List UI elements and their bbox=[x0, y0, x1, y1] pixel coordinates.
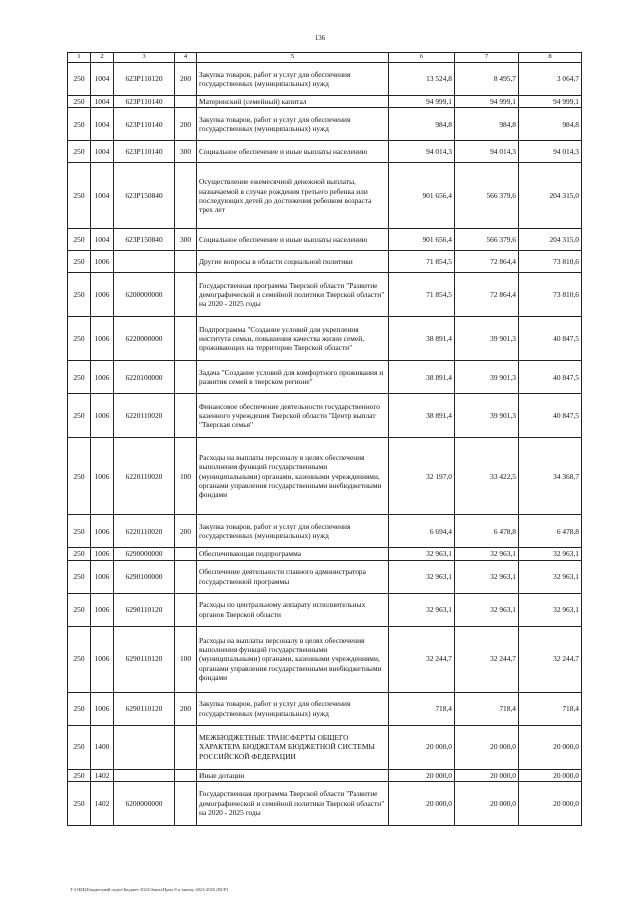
row-expense-type-cell: 300 bbox=[175, 229, 197, 251]
row-value-2023-cell: 20 000,0 bbox=[389, 725, 455, 769]
row-value-2023-cell: 32 963,1 bbox=[389, 560, 455, 593]
row-value-2025-cell: 20 000,0 bbox=[519, 725, 582, 769]
row-description-cell: Государственная программа Тверской области "Развитие демографической и семейной политики Тверской области" на 2020 - 2025 годы bbox=[197, 781, 389, 825]
row-section-cell: 1006 bbox=[91, 692, 114, 725]
row-expense-type-cell bbox=[175, 394, 197, 438]
row-description-cell: Задача "Создание условий для комфортного проживания и развития семей в тверском регионе" bbox=[197, 361, 389, 394]
row-description-cell: Социальное обеспечение и иные выплаты населению bbox=[197, 141, 389, 163]
row-section-cell: 1004 bbox=[91, 163, 114, 229]
row-value-2025-cell: 94 999,1 bbox=[519, 96, 582, 108]
row-expense-type-cell bbox=[175, 769, 197, 781]
row-description-cell: Иные дотации bbox=[197, 769, 389, 781]
row-value-2023-cell: 20 000,0 bbox=[389, 781, 455, 825]
row-description-cell: Материнский (семейный) капитал bbox=[197, 96, 389, 108]
row-expense-type-cell: 200 bbox=[175, 108, 197, 141]
row-value-2024-cell: 39 901,3 bbox=[455, 394, 519, 438]
row-value-2023-cell: 71 854,5 bbox=[389, 273, 455, 317]
row-code-cell: 250 bbox=[68, 725, 91, 769]
row-code-cell: 250 bbox=[68, 438, 91, 515]
row-value-2025-cell: 94 014,3 bbox=[519, 141, 582, 163]
row-target-article-cell: 623P150840 bbox=[114, 229, 175, 251]
table-row bbox=[68, 560, 582, 593]
row-value-2024-cell: 20 000,0 bbox=[455, 725, 519, 769]
row-code-cell: 250 bbox=[68, 251, 91, 273]
row-target-article-cell: 6290110120 bbox=[114, 626, 175, 692]
table-row bbox=[68, 781, 582, 825]
row-code-cell: 250 bbox=[68, 141, 91, 163]
row-target-article-cell bbox=[114, 251, 175, 273]
row-value-2025-cell: 40 847,5 bbox=[519, 361, 582, 394]
row-value-2025-cell: 32 963,1 bbox=[519, 593, 582, 626]
row-target-article-cell bbox=[114, 725, 175, 769]
row-code-cell: 250 bbox=[68, 593, 91, 626]
row-value-2023-cell: 718,4 bbox=[389, 692, 455, 725]
row-target-article-cell: 6220100000 bbox=[114, 361, 175, 394]
row-value-2025-cell: 204 315,0 bbox=[519, 163, 582, 229]
row-code-cell: 250 bbox=[68, 361, 91, 394]
row-target-article-cell: 623P150840 bbox=[114, 163, 175, 229]
table-row bbox=[68, 361, 582, 394]
row-value-2023-cell: 901 656,4 bbox=[389, 163, 455, 229]
table-row bbox=[68, 394, 582, 438]
row-description-cell: Социальное обеспечение и иные выплаты населению bbox=[197, 229, 389, 251]
row-code-cell: 250 bbox=[68, 781, 91, 825]
row-description-cell: Обеспечение деятельности главного администратора государственной программы bbox=[197, 560, 389, 593]
row-section-cell: 1006 bbox=[91, 593, 114, 626]
row-value-2023-cell: 32 244,7 bbox=[389, 626, 455, 692]
row-value-2024-cell: 32 963,1 bbox=[455, 548, 519, 560]
row-target-article-cell: 623P110140 bbox=[114, 141, 175, 163]
row-expense-type-cell bbox=[175, 560, 197, 593]
page-number: 136 bbox=[314, 34, 326, 42]
row-value-2025-cell: 20 000,0 bbox=[519, 769, 582, 781]
table-row bbox=[68, 63, 582, 96]
row-section-cell: 1004 bbox=[91, 108, 114, 141]
row-description-cell: Государственная программа Тверской области "Развитие демографической и семейной политики Тверской области" на 2020 - 2025 годы bbox=[197, 273, 389, 317]
row-section-cell: 1006 bbox=[91, 560, 114, 593]
row-section-cell: 1006 bbox=[91, 626, 114, 692]
row-section-cell: 1006 bbox=[91, 548, 114, 560]
row-value-2025-cell: 73 810,6 bbox=[519, 251, 582, 273]
column-number: 4 bbox=[175, 53, 197, 63]
row-value-2023-cell: 38 891,4 bbox=[389, 394, 455, 438]
row-value-2025-cell: 204 315,0 bbox=[519, 229, 582, 251]
row-value-2025-cell: 718,4 bbox=[519, 692, 582, 725]
row-target-article-cell: 6290110120 bbox=[114, 593, 175, 626]
column-number: 3 bbox=[114, 53, 175, 63]
row-value-2023-cell: 94 999,1 bbox=[389, 96, 455, 108]
row-value-2023-cell: 32 963,1 bbox=[389, 548, 455, 560]
table-row bbox=[68, 273, 582, 317]
table-row bbox=[68, 725, 582, 769]
row-value-2025-cell: 20 000,0 bbox=[519, 781, 582, 825]
column-number: 5 bbox=[197, 53, 389, 63]
table-row bbox=[68, 251, 582, 273]
row-target-article-cell: 6220000000 bbox=[114, 317, 175, 361]
row-expense-type-cell bbox=[175, 781, 197, 825]
row-value-2025-cell: 73 810,6 bbox=[519, 273, 582, 317]
row-target-article-cell bbox=[114, 769, 175, 781]
row-value-2024-cell: 32 963,1 bbox=[455, 593, 519, 626]
row-description-cell: Закупка товаров, работ и услуг для обеспечения государственных (муниципальных) нужд bbox=[197, 515, 389, 548]
row-description-cell: Финансовое обеспечение деятельности государственного казенного учреждения Тверской области "Центр выплат "Тверская семья" bbox=[197, 394, 389, 438]
row-value-2024-cell: 39 901,3 bbox=[455, 361, 519, 394]
row-value-2024-cell: 8 495,7 bbox=[455, 63, 519, 96]
row-description-cell: Закупка товаров, работ и услуг для обеспечения государственных (муниципальных) нужд bbox=[197, 63, 389, 96]
row-description-cell: МЕЖБЮДЖЕТНЫЕ ТРАНСФЕРТЫ ОБЩЕГО ХАРАКТЕРА БЮДЖЕТАМ БЮДЖЕТНОЙ СИСТЕМЫ РОССИЙСКОЙ ФЕДЕРАЦИИ bbox=[197, 725, 389, 769]
column-number-row bbox=[68, 53, 582, 63]
row-section-cell: 1004 bbox=[91, 229, 114, 251]
row-section-cell: 1402 bbox=[91, 781, 114, 825]
column-number: 6 bbox=[389, 53, 455, 63]
row-value-2024-cell: 20 000,0 bbox=[455, 781, 519, 825]
row-target-article-cell: 6290100000 bbox=[114, 560, 175, 593]
row-target-article-cell: 623P110120 bbox=[114, 63, 175, 96]
row-expense-type-cell: 200 bbox=[175, 692, 197, 725]
row-description-cell: Обеспечивающая подпрограмма bbox=[197, 548, 389, 560]
row-value-2024-cell: 984,8 bbox=[455, 108, 519, 141]
row-description-cell: Закупка товаров, работ и услуг для обеспечения государственных (муниципальных) нужд bbox=[197, 692, 389, 725]
table-row bbox=[68, 626, 582, 692]
row-value-2024-cell: 566 379,6 bbox=[455, 229, 519, 251]
row-section-cell: 1006 bbox=[91, 394, 114, 438]
column-number: 7 bbox=[455, 53, 519, 63]
row-section-cell: 1400 bbox=[91, 725, 114, 769]
row-expense-type-cell: 300 bbox=[175, 141, 197, 163]
table-row bbox=[68, 515, 582, 548]
row-value-2024-cell: 72 864,4 bbox=[455, 273, 519, 317]
column-number: 1 bbox=[68, 53, 91, 63]
row-target-article-cell: 6220110020 bbox=[114, 394, 175, 438]
row-value-2025-cell: 40 847,5 bbox=[519, 394, 582, 438]
row-value-2023-cell: 13 524,8 bbox=[389, 63, 455, 96]
row-value-2024-cell: 94 999,1 bbox=[455, 96, 519, 108]
row-code-cell: 250 bbox=[68, 229, 91, 251]
row-value-2023-cell: 32 963,1 bbox=[389, 593, 455, 626]
row-description-cell: Осуществление ежемесячной денежной выплаты, назначаемой в случае рождения третьего ребенка или последующих детей до достижения ребенком возраста трех лет bbox=[197, 163, 389, 229]
row-section-cell: 1402 bbox=[91, 769, 114, 781]
row-section-cell: 1004 bbox=[91, 63, 114, 96]
row-target-article-cell: 6290000000 bbox=[114, 548, 175, 560]
row-value-2023-cell: 38 891,4 bbox=[389, 317, 455, 361]
row-value-2023-cell: 71 854,5 bbox=[389, 251, 455, 273]
row-description-cell: Расходы на выплаты персоналу в целях обеспечения выполнения функций государственными (муниципальными) органами, казенными учреждениями, органами управления государственными внебюджетными фондами bbox=[197, 626, 389, 692]
row-value-2023-cell: 984,8 bbox=[389, 108, 455, 141]
row-description-cell: Подпрограмма "Создание условий для укрепления института семьи, повышения качества жизни семей, проживающих на территории Тверской области" bbox=[197, 317, 389, 361]
row-value-2024-cell: 32 244,7 bbox=[455, 626, 519, 692]
row-value-2025-cell: 40 847,5 bbox=[519, 317, 582, 361]
row-code-cell: 250 bbox=[68, 273, 91, 317]
row-value-2023-cell: 901 656,4 bbox=[389, 229, 455, 251]
column-number: 2 bbox=[91, 53, 114, 63]
table-row bbox=[68, 438, 582, 515]
table-row bbox=[68, 317, 582, 361]
row-expense-type-cell bbox=[175, 317, 197, 361]
table-row bbox=[68, 141, 582, 163]
row-expense-type-cell bbox=[175, 251, 197, 273]
table-row bbox=[68, 769, 582, 781]
row-value-2024-cell: 39 901,3 bbox=[455, 317, 519, 361]
table-row bbox=[68, 548, 582, 560]
row-code-cell: 250 bbox=[68, 692, 91, 725]
row-expense-type-cell bbox=[175, 548, 197, 560]
row-code-cell: 250 bbox=[68, 515, 91, 548]
row-value-2025-cell: 34 368,7 bbox=[519, 438, 582, 515]
row-target-article-cell: 6220110020 bbox=[114, 515, 175, 548]
row-value-2024-cell: 94 014,3 bbox=[455, 141, 519, 163]
row-value-2023-cell: 94 014,3 bbox=[389, 141, 455, 163]
row-code-cell: 250 bbox=[68, 394, 91, 438]
table-row bbox=[68, 96, 582, 108]
row-section-cell: 1004 bbox=[91, 96, 114, 108]
row-section-cell: 1006 bbox=[91, 317, 114, 361]
row-target-article-cell: 623P110140 bbox=[114, 108, 175, 141]
row-expense-type-cell: 100 bbox=[175, 438, 197, 515]
table-row bbox=[68, 229, 582, 251]
row-code-cell: 250 bbox=[68, 96, 91, 108]
row-expense-type-cell: 200 bbox=[175, 515, 197, 548]
row-value-2025-cell: 984,8 bbox=[519, 108, 582, 141]
row-target-article-cell: 6220110020 bbox=[114, 438, 175, 515]
row-section-cell: 1006 bbox=[91, 438, 114, 515]
row-code-cell: 250 bbox=[68, 163, 91, 229]
file-path-footer: T:\ОБЩ\Бюджетный отдел\Бюджет 2023\Закон\Прил 8 к закону 2023-2025 (ВСР) bbox=[70, 887, 229, 892]
row-expense-type-cell: 100 bbox=[175, 626, 197, 692]
row-value-2023-cell: 20 000,0 bbox=[389, 769, 455, 781]
row-value-2025-cell: 32 244,7 bbox=[519, 626, 582, 692]
row-value-2024-cell: 566 379,6 bbox=[455, 163, 519, 229]
row-code-cell: 250 bbox=[68, 626, 91, 692]
row-value-2025-cell: 6 478,8 bbox=[519, 515, 582, 548]
table-row bbox=[68, 163, 582, 229]
column-number: 8 bbox=[519, 53, 582, 63]
row-value-2024-cell: 72 864,4 bbox=[455, 251, 519, 273]
row-value-2024-cell: 32 963,1 bbox=[455, 560, 519, 593]
row-code-cell: 250 bbox=[68, 548, 91, 560]
row-code-cell: 250 bbox=[68, 560, 91, 593]
row-value-2024-cell: 33 422,5 bbox=[455, 438, 519, 515]
row-code-cell: 250 bbox=[68, 769, 91, 781]
row-value-2024-cell: 6 478,8 bbox=[455, 515, 519, 548]
row-section-cell: 1004 bbox=[91, 141, 114, 163]
row-target-article-cell: 6200000000 bbox=[114, 273, 175, 317]
table-row bbox=[68, 108, 582, 141]
row-code-cell: 250 bbox=[68, 108, 91, 141]
row-description-cell: Расходы на выплаты персоналу в целях обеспечения выполнения функций государственными (муниципальными) органами, казенными учреждениями, органами управления государственными внебюджетными фондами bbox=[197, 438, 389, 515]
budget-table bbox=[67, 52, 582, 826]
row-expense-type-cell bbox=[175, 163, 197, 229]
row-expense-type-cell bbox=[175, 361, 197, 394]
row-value-2025-cell: 3 064,7 bbox=[519, 63, 582, 96]
row-value-2023-cell: 32 197,0 bbox=[389, 438, 455, 515]
row-code-cell: 250 bbox=[68, 63, 91, 96]
row-value-2023-cell: 38 891,4 bbox=[389, 361, 455, 394]
row-code-cell: 250 bbox=[68, 317, 91, 361]
table-row bbox=[68, 593, 582, 626]
row-expense-type-cell bbox=[175, 96, 197, 108]
row-expense-type-cell bbox=[175, 273, 197, 317]
row-value-2024-cell: 718,4 bbox=[455, 692, 519, 725]
row-description-cell: Закупка товаров, работ и услуг для обеспечения государственных (муниципальных) нужд bbox=[197, 108, 389, 141]
row-value-2025-cell: 32 963,1 bbox=[519, 560, 582, 593]
row-target-article-cell: 6290110120 bbox=[114, 692, 175, 725]
row-value-2023-cell: 6 694,4 bbox=[389, 515, 455, 548]
row-section-cell: 1006 bbox=[91, 273, 114, 317]
row-description-cell: Другие вопросы в области социальной политики bbox=[197, 251, 389, 273]
row-expense-type-cell bbox=[175, 593, 197, 626]
row-expense-type-cell: 200 bbox=[175, 63, 197, 96]
table-row bbox=[68, 692, 582, 725]
row-section-cell: 1006 bbox=[91, 251, 114, 273]
row-section-cell: 1006 bbox=[91, 515, 114, 548]
row-value-2025-cell: 32 963,1 bbox=[519, 548, 582, 560]
row-section-cell: 1006 bbox=[91, 361, 114, 394]
row-value-2024-cell: 20 000,0 bbox=[455, 769, 519, 781]
row-target-article-cell: 6200000000 bbox=[114, 781, 175, 825]
row-target-article-cell: 623P110140 bbox=[114, 96, 175, 108]
row-description-cell: Расходы по центральному аппарату исполнительных органов Тверской области bbox=[197, 593, 389, 626]
row-expense-type-cell bbox=[175, 725, 197, 769]
